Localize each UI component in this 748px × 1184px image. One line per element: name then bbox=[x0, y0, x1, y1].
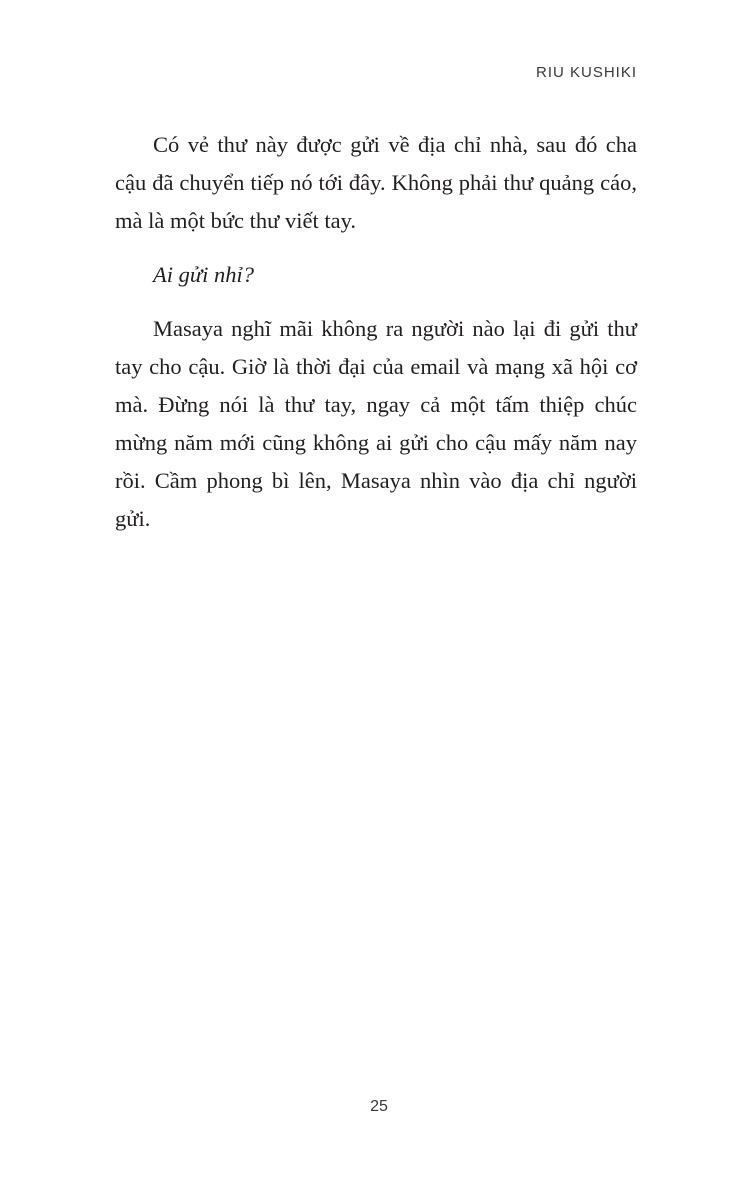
paragraph: Có vẻ thư này được gửi về địa chỉ nhà, sau đó cha cậu đã chuyển tiếp nó tới đây. Không phải thư quảng cáo, mà là một bức thư viết tay. bbox=[115, 132, 637, 233]
paragraph: Masaya nghĩ mãi không ra người nào lại đi gửi thư tay cho cậu. Giờ là thời đại của email và mạng xã hội cơ mà. Đừng nói là thư tay, ngay cả một tấm thiệp chúc mừng năm mới cũng không ai gửi cho cậu mấy năm nay rồi. Cầm phong bì lên, Masaya nhìn vào địa chỉ người gửi. bbox=[115, 316, 637, 531]
page-number: 25 bbox=[370, 1098, 388, 1115]
italic-paragraph: Ai gửi nhỉ? bbox=[153, 262, 255, 287]
body-text bbox=[115, 126, 637, 554]
running-header: RIU KUSHIKI bbox=[535, 64, 637, 81]
